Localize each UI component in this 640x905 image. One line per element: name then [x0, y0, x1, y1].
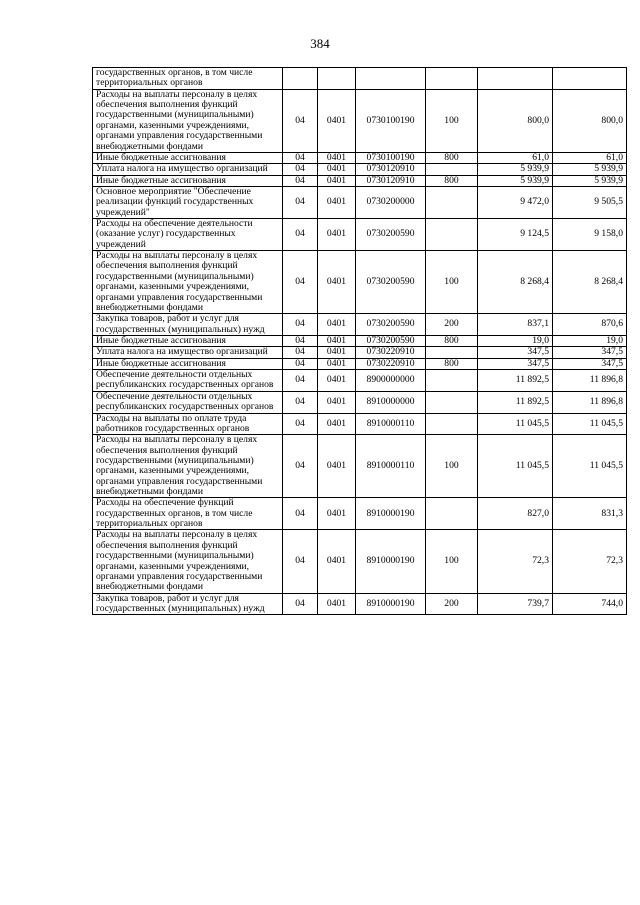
cell-expense-type	[426, 347, 478, 358]
cell-amount-year-1: 9 124,5	[478, 219, 553, 251]
cell-target-article: 8910000190	[356, 498, 426, 530]
cell-section: 04	[283, 530, 318, 593]
cell-name: Уплата налога на имущество организаций	[93, 347, 283, 358]
cell-section: 04	[283, 358, 318, 369]
cell-amount-year-2: 9 158,0	[553, 219, 627, 251]
cell-subsection: 0401	[318, 358, 356, 369]
cell-section: 04	[283, 164, 318, 175]
cell-name: Иные бюджетные ассигнования	[93, 358, 283, 369]
cell-expense-type: 200	[426, 593, 478, 615]
cell-amount-year-2: 61,0	[553, 152, 627, 163]
table-row	[93, 593, 627, 615]
cell-subsection: 0401	[318, 435, 356, 498]
cell-section	[283, 68, 318, 90]
cell-subsection: 0401	[318, 391, 356, 413]
cell-amount-year-2	[553, 68, 627, 90]
cell-amount-year-1: 739,7	[478, 593, 553, 615]
table-row	[93, 314, 627, 336]
cell-target-article: 0730220910	[356, 347, 426, 358]
table-row	[93, 347, 627, 358]
cell-name: Обеспечение деятельности отдельных республиканских государственных органов	[93, 370, 283, 392]
cell-amount-year-2: 347,5	[553, 358, 627, 369]
cell-name: Основное мероприятие "Обеспечение реализации функций государственных учреждений"	[93, 186, 283, 218]
cell-expense-type: 100	[426, 89, 478, 152]
cell-amount-year-1: 827,0	[478, 498, 553, 530]
cell-section: 04	[283, 219, 318, 251]
table-row	[93, 251, 627, 314]
page-number: 384	[310, 36, 330, 51]
cell-expense-type	[426, 68, 478, 90]
cell-subsection: 0401	[318, 219, 356, 251]
cell-name: Расходы на выплаты персоналу в целях обеспечения выполнения функций государственными (муниципальными) органами, казенными учреждениями, органами управления государственными внебюджетными фондами	[93, 435, 283, 498]
cell-section: 04	[283, 593, 318, 615]
cell-target-article: 8910000110	[356, 413, 426, 435]
table-row	[93, 68, 627, 90]
cell-expense-type: 800	[426, 175, 478, 186]
cell-subsection: 0401	[318, 164, 356, 175]
cell-target-article	[356, 68, 426, 90]
cell-name: Расходы на выплаты персоналу в целях обеспечения выполнения функций государственными (муниципальными) органами, казенными учреждениями, органами управления государственными внебюджетными фондами	[93, 251, 283, 314]
cell-target-article: 0730120910	[356, 164, 426, 175]
cell-expense-type	[426, 413, 478, 435]
cell-name: Закупка товаров, работ и услуг для государственных (муниципальных) нужд	[93, 593, 283, 615]
cell-target-article: 0730200590	[356, 335, 426, 346]
cell-amount-year-2: 5 939,9	[553, 175, 627, 186]
table-row	[93, 219, 627, 251]
cell-section: 04	[283, 152, 318, 163]
cell-amount-year-1: 61,0	[478, 152, 553, 163]
cell-section: 04	[283, 314, 318, 336]
cell-amount-year-1: 72,3	[478, 530, 553, 593]
cell-subsection	[318, 68, 356, 90]
cell-amount-year-2: 5 939,9	[553, 164, 627, 175]
table-row	[93, 175, 627, 186]
cell-section: 04	[283, 370, 318, 392]
table-row	[93, 370, 627, 392]
cell-target-article: 0730120910	[356, 175, 426, 186]
cell-target-article: 8910000000	[356, 391, 426, 413]
cell-expense-type: 200	[426, 314, 478, 336]
cell-section: 04	[283, 186, 318, 218]
cell-amount-year-2: 11 896,8	[553, 391, 627, 413]
cell-target-article: 8900000000	[356, 370, 426, 392]
cell-name: Закупка товаров, работ и услуг для государственных (муниципальных) нужд	[93, 314, 283, 336]
cell-amount-year-2: 800,0	[553, 89, 627, 152]
cell-expense-type: 800	[426, 152, 478, 163]
cell-amount-year-2: 9 505,5	[553, 186, 627, 218]
cell-amount-year-1	[478, 68, 553, 90]
cell-expense-type: 800	[426, 335, 478, 346]
cell-amount-year-2: 19,0	[553, 335, 627, 346]
cell-section: 04	[283, 175, 318, 186]
cell-expense-type: 100	[426, 435, 478, 498]
cell-amount-year-1: 11 045,5	[478, 435, 553, 498]
cell-name: Расходы на обеспечение функций государственных органов, в том числе территориальных органов	[93, 498, 283, 530]
cell-amount-year-2: 11 045,5	[553, 413, 627, 435]
cell-amount-year-1: 11 892,5	[478, 370, 553, 392]
cell-target-article: 0730200590	[356, 219, 426, 251]
cell-subsection: 0401	[318, 413, 356, 435]
cell-name: Иные бюджетные ассигнования	[93, 175, 283, 186]
cell-target-article: 0730200590	[356, 314, 426, 336]
cell-amount-year-1: 347,5	[478, 347, 553, 358]
cell-amount-year-1: 800,0	[478, 89, 553, 152]
table-row	[93, 435, 627, 498]
cell-target-article: 8910000190	[356, 593, 426, 615]
cell-expense-type	[426, 391, 478, 413]
cell-section: 04	[283, 251, 318, 314]
cell-section: 04	[283, 413, 318, 435]
cell-amount-year-2: 744,0	[553, 593, 627, 615]
cell-amount-year-2: 11 896,8	[553, 370, 627, 392]
cell-target-article: 0730100190	[356, 152, 426, 163]
cell-amount-year-1: 8 268,4	[478, 251, 553, 314]
table-row	[93, 530, 627, 593]
cell-name: Обеспечение деятельности отдельных республиканских государственных органов	[93, 391, 283, 413]
cell-target-article: 0730200590	[356, 251, 426, 314]
cell-subsection: 0401	[318, 186, 356, 218]
cell-subsection: 0401	[318, 89, 356, 152]
budget-table	[92, 67, 627, 615]
cell-name: государственных органов, в том числе территориальных органов	[93, 68, 283, 90]
cell-section: 04	[283, 335, 318, 346]
table-row	[93, 164, 627, 175]
cell-expense-type	[426, 164, 478, 175]
cell-subsection: 0401	[318, 175, 356, 186]
cell-subsection: 0401	[318, 593, 356, 615]
cell-name: Иные бюджетные ассигнования	[93, 335, 283, 346]
table-row	[93, 413, 627, 435]
cell-subsection: 0401	[318, 314, 356, 336]
cell-name: Расходы на выплаты персоналу в целях обеспечения выполнения функций государственными (муниципальными) органами, казенными учреждениями, органами управления государственными внебюджетными фондами	[93, 530, 283, 593]
cell-section: 04	[283, 391, 318, 413]
table-row	[93, 89, 627, 152]
cell-amount-year-2: 347,5	[553, 347, 627, 358]
table-row	[93, 498, 627, 530]
cell-section: 04	[283, 89, 318, 152]
cell-amount-year-2: 72,3	[553, 530, 627, 593]
cell-expense-type	[426, 498, 478, 530]
cell-name: Расходы на обеспечение деятельности (оказание услуг) государственных учреждений	[93, 219, 283, 251]
cell-amount-year-1: 11 045,5	[478, 413, 553, 435]
cell-section: 04	[283, 498, 318, 530]
cell-subsection: 0401	[318, 251, 356, 314]
cell-subsection: 0401	[318, 498, 356, 530]
cell-target-article: 8910000190	[356, 530, 426, 593]
cell-amount-year-1: 837,1	[478, 314, 553, 336]
cell-target-article: 0730200000	[356, 186, 426, 218]
cell-name: Расходы на выплаты по оплате труда работников государственных органов	[93, 413, 283, 435]
cell-target-article: 0730100190	[356, 89, 426, 152]
cell-expense-type	[426, 370, 478, 392]
cell-amount-year-1: 19,0	[478, 335, 553, 346]
cell-target-article: 8910000110	[356, 435, 426, 498]
table-row	[93, 152, 627, 163]
cell-subsection: 0401	[318, 370, 356, 392]
cell-name: Расходы на выплаты персоналу в целях обеспечения выполнения функций государственными (муниципальными) органами, казенными учреждениями, органами управления государственными внебюджетными фондами	[93, 89, 283, 152]
cell-amount-year-1: 5 939,9	[478, 175, 553, 186]
cell-expense-type: 800	[426, 358, 478, 369]
table-row	[93, 391, 627, 413]
cell-section: 04	[283, 347, 318, 358]
cell-target-article: 0730220910	[356, 358, 426, 369]
cell-name: Уплата налога на имущество организаций	[93, 164, 283, 175]
cell-amount-year-2: 8 268,4	[553, 251, 627, 314]
table-row	[93, 335, 627, 346]
cell-subsection: 0401	[318, 530, 356, 593]
cell-amount-year-1: 11 892,5	[478, 391, 553, 413]
cell-subsection: 0401	[318, 152, 356, 163]
cell-expense-type: 100	[426, 530, 478, 593]
cell-subsection: 0401	[318, 335, 356, 346]
cell-amount-year-1: 5 939,9	[478, 164, 553, 175]
cell-amount-year-2: 831,3	[553, 498, 627, 530]
cell-expense-type	[426, 219, 478, 251]
cell-amount-year-1: 347,5	[478, 358, 553, 369]
cell-expense-type: 100	[426, 251, 478, 314]
cell-name: Иные бюджетные ассигнования	[93, 152, 283, 163]
cell-subsection: 0401	[318, 347, 356, 358]
cell-amount-year-2: 870,6	[553, 314, 627, 336]
table-row	[93, 186, 627, 218]
cell-section: 04	[283, 435, 318, 498]
cell-expense-type	[426, 186, 478, 218]
cell-amount-year-1: 9 472,0	[478, 186, 553, 218]
table-row	[93, 358, 627, 369]
cell-amount-year-2: 11 045,5	[553, 435, 627, 498]
